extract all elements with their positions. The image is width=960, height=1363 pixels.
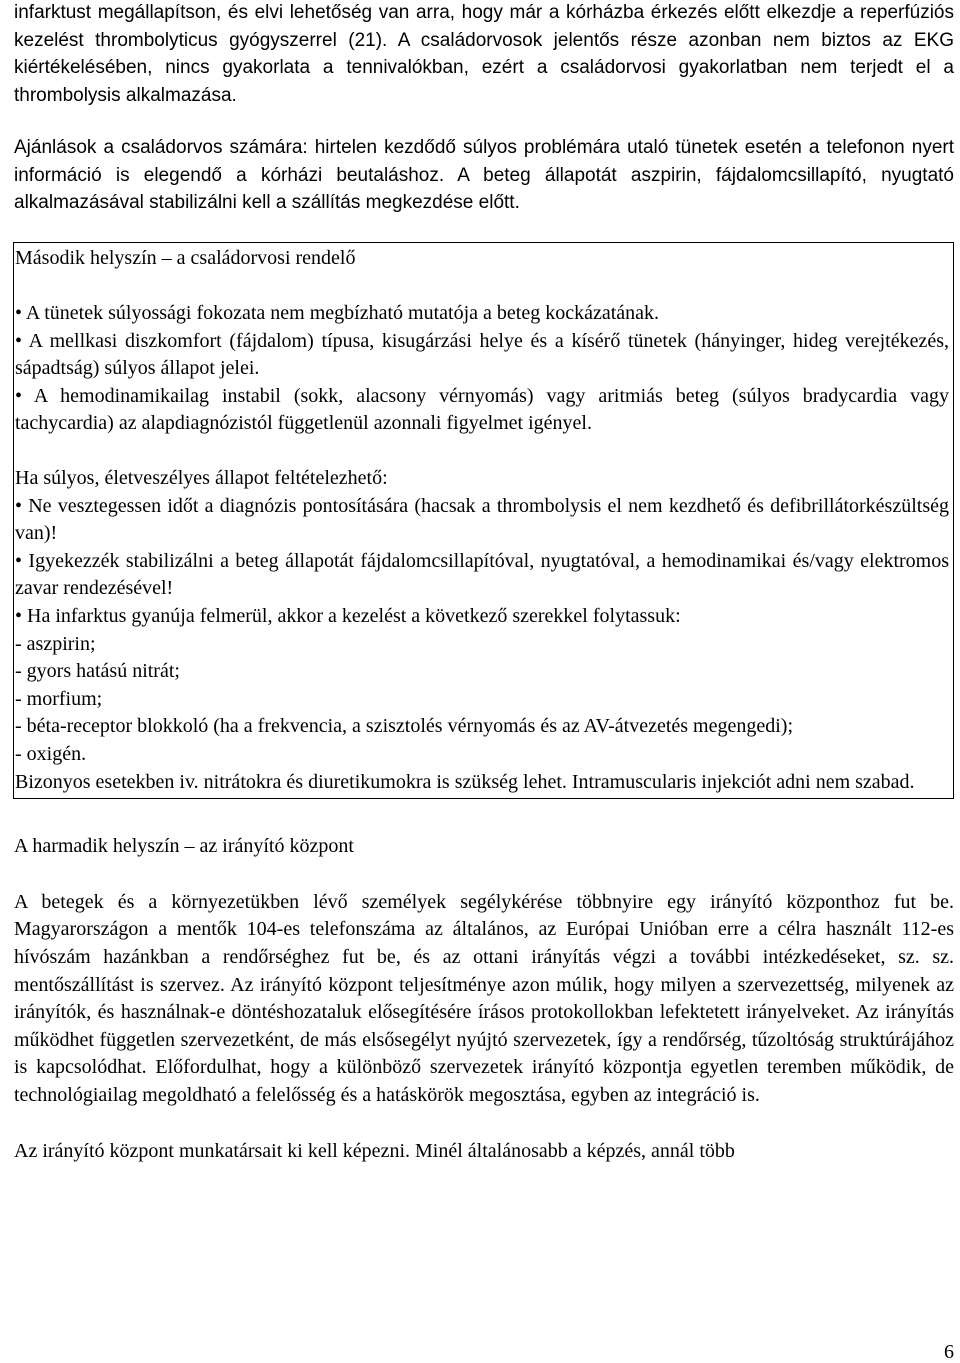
list-item: • Ne vesztegessen időt a diagnózis pontosítására (hacsak a thrombolysis el nem kezdhető és defibrillátorkészültség van)! — [15, 494, 949, 545]
second-location-box — [13, 242, 954, 800]
drug-item: - béta-receptor blokkoló (ha a frekvencia, a szisztolés vérnyomás és az AV-átvezetés megengedi); — [15, 715, 794, 738]
list-item: • A mellkasi diszkomfort (fájdalom) típusa, kisugárzási helye és a kísérő tünetek (hányinger, hideg verejtékezés, sápadtság) súlyos állapot jelei. — [15, 329, 949, 380]
intro-paragraph: infarktust megállapítson, és elvi lehetőség van arra, hogy már a kórházba érkezés előtt elkezdje a reperfúziós kezelést thrombolyticus gyógyszerrel (21). A családorvosok jelentős része azonban nem biztos az EKG kiértékelésében, nincs gyakorlata a tennivalókban, ezért a családorvosi gyakorlatban nem terjedt el a thrombolysis alkalmazása. — [14, 2, 954, 106]
recommendation-paragraph: Ajánlások a családorvos számára: hirtelen kezdődő súlyos problémára utaló tünetek esetén a telefonon nyert információ is elegendő a kórházi beutaláshoz. A beteg állapotát aszpirin, fájdalomcsillapító, nyugtató alkalmazásával stabilizálni kell a szállítás megkezdése előtt. — [14, 137, 954, 213]
section-paragraph: A betegek és a környezetükben lévő személyek segélykérése többnyire egy irányító központhoz fut be. Magyarországon a mentők 104-es telefonszáma az általános, az Európai Unióban erre a célra használt 112-es hívószám hazánkban a rendőrséghez fut be, és az ottani irányítás végzi a további intézkedéseket, sz. sz. mentőszállítást is szervez. Az irányító központ teljesítménye azon múlik, hogy milyen a szervezettség, milyenek az irányítók, és használnak-e döntéshozataluk elősegítésére írásos protokollokban lefektetett irányelveket. Az irányítás működhet független szervezetként, de más elsősegélyt nyújtó szervezetek, így a rendőrség, tűzoltóság struktúrájához is kapcsolódhat. Előfordulhat, hogy a különböző szervezetek irányító központja egyetlen teremben működik, de technológiailag megoldható a felelősség és a hatáskörök megosztása, egyben az integráció is. — [14, 890, 954, 1106]
box-subtitle: Ha súlyos, életveszélyes állapot feltételezhető: — [15, 467, 388, 490]
bullet-list-symptoms — [15, 300, 949, 438]
page-number: 6 — [944, 1341, 954, 1363]
section-paragraph-continued: Az irányító központ munkatársait ki kell képezni. Minél általánosabb a képzés, annál több — [14, 1139, 735, 1162]
list-item: • A hemodinamikailag instabil (sokk, alacsony vérnyomás) vagy aritmiás beteg (súlyos bradycardia vagy tachycardia) az alapdiagnózistól függetlenül azonnali figyelmet igényel. — [15, 384, 949, 435]
drug-list — [15, 631, 949, 769]
document-page — [14, 0, 954, 1165]
list-item: • Ha infarktus gyanúja felmerül, akkor a kezelést a következő szerekkel folytassuk: — [15, 605, 681, 628]
list-item: • Igyekezzék stabilizálni a beteg állapotát fájdalomcsillapítóval, nyugtatóval, a hemodinamikai és/vagy elektromos zavar rendezésével! — [15, 549, 949, 600]
box-closing: Bizonyos esetekben iv. nitrátokra és diuretikumokra is szükség lehet. Intramuscularis injekciót adni nem szabad. — [15, 770, 915, 793]
list-item: • A tünetek súlyossági fokozata nem megbízható mutatója a beteg kockázatának. — [15, 302, 660, 325]
bullet-list-actions — [15, 493, 949, 631]
drug-item: - oxigén. — [15, 743, 87, 765]
drug-item: - aszpirin; — [15, 632, 96, 655]
drug-item: - gyors hatású nitrát; — [15, 660, 180, 683]
box-title: Második helyszín – a családorvosi rendelő — [15, 246, 356, 269]
section-heading: A harmadik helyszín – az irányító központ — [14, 835, 354, 858]
drug-item: - morfium; — [15, 687, 103, 710]
